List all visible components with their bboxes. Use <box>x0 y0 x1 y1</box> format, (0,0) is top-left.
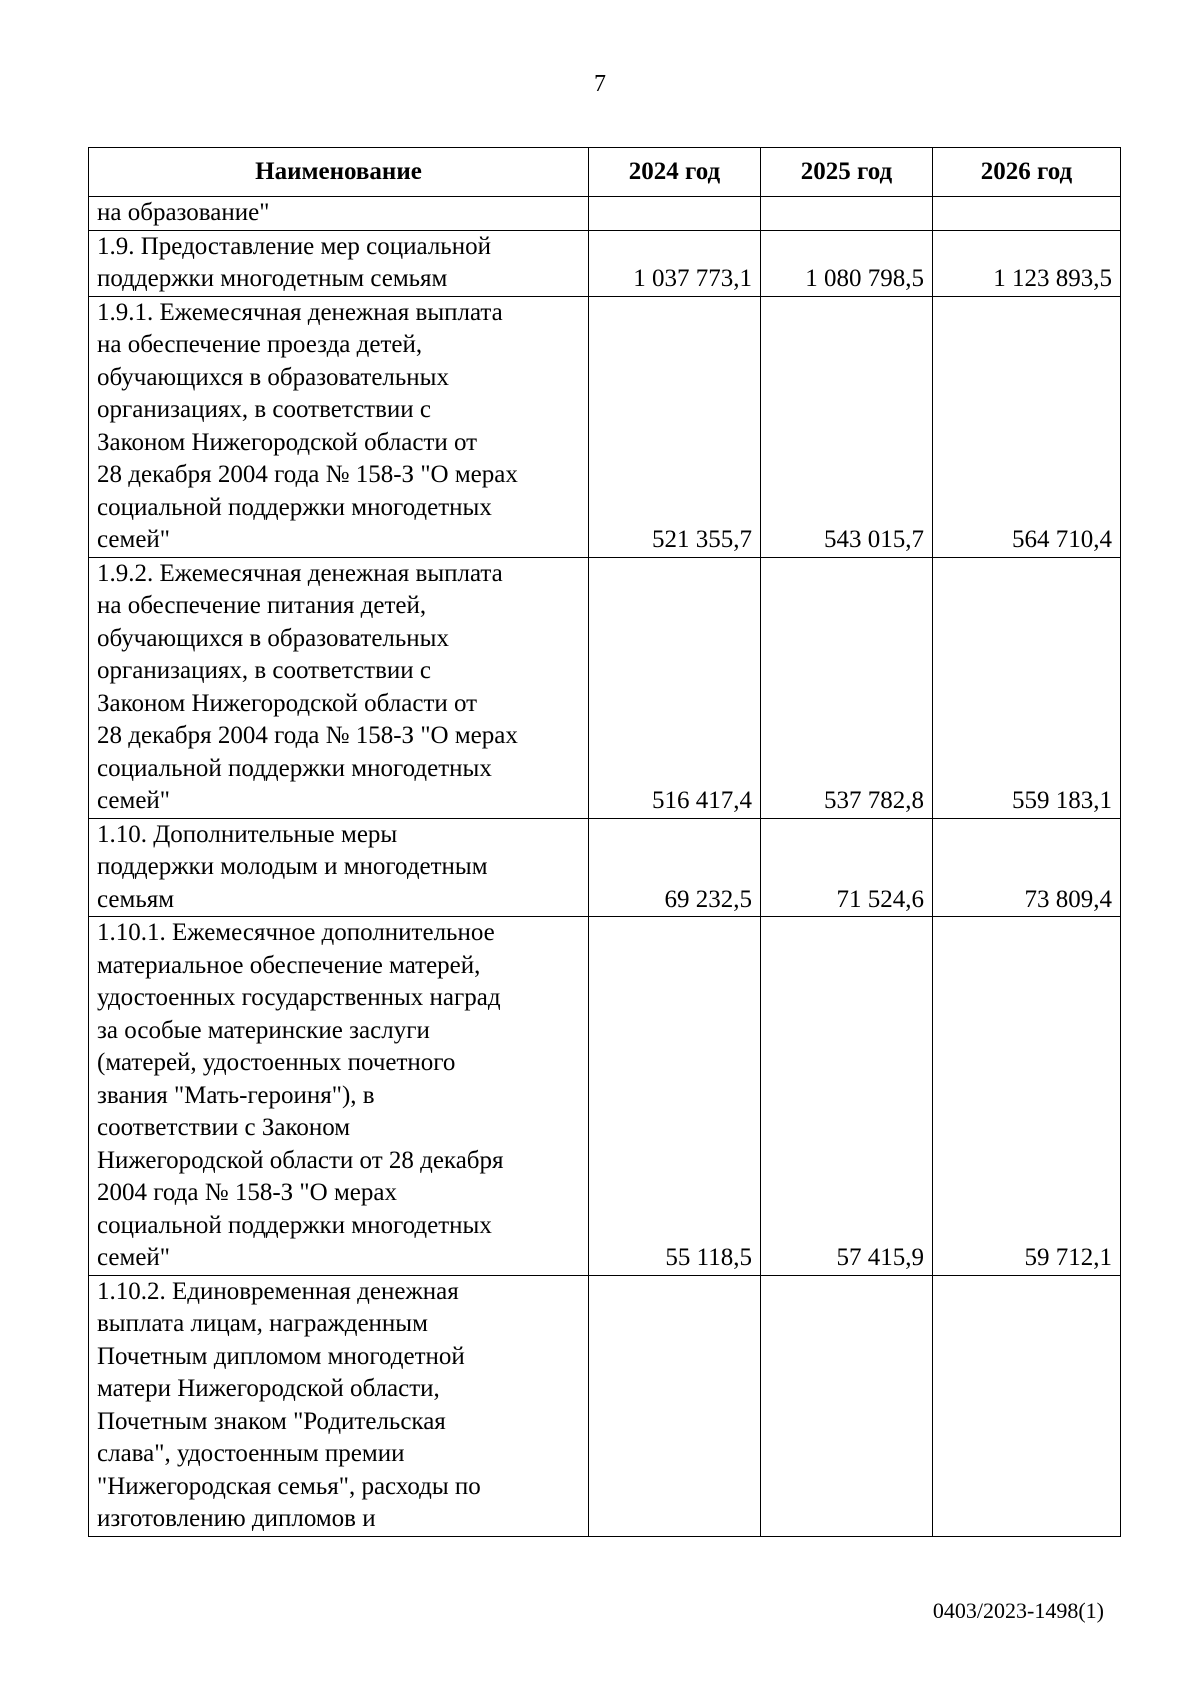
row-name-line: удостоенных государственных наград <box>97 984 501 1011</box>
row-name-cell <box>89 818 589 917</box>
row-name-line: "Нижегородская семья", расходы по <box>97 1472 481 1500</box>
row-name-cell <box>89 197 589 231</box>
row-name-cell <box>89 557 589 818</box>
value-2026: 559 183,1 <box>933 557 1121 818</box>
table-row <box>89 296 1121 557</box>
value-2025: 543 015,7 <box>761 296 933 557</box>
table-row <box>89 197 1121 231</box>
value-2024 <box>589 1275 761 1536</box>
value-2026 <box>933 197 1121 231</box>
row-name-line: на обеспечение проезда детей, <box>97 331 423 358</box>
value-2024: 1 037 773,1 <box>589 230 761 296</box>
row-name-cell <box>89 917 589 1276</box>
header-2025: 2025 год <box>761 148 933 197</box>
row-name-line: соответствии с Законом <box>97 1114 351 1141</box>
row-name-line: Почетным знаком "Родительская <box>97 1407 446 1435</box>
row-name-line: социальной поддержки многодетных <box>97 1211 492 1239</box>
row-name-line: 28 декабря 2004 года № 158-З "О мерах <box>97 722 518 749</box>
row-name-line: звания "Мать-героиня"), в <box>97 1081 375 1109</box>
row-name-line: на образование" <box>97 199 270 226</box>
value-2025: 537 782,8 <box>761 557 933 818</box>
budget-table <box>88 147 1121 1537</box>
row-name-cell <box>89 1275 589 1536</box>
row-name-line: 1.10.2. Единовременная денежная <box>97 1277 459 1305</box>
row-name-cell <box>89 230 589 296</box>
row-name-line: организациях, в соответствии с <box>97 396 431 423</box>
document-code: 0403/2023-1498(1) <box>932 1598 1104 1623</box>
row-name-line: семьям <box>97 885 175 913</box>
row-name-line: 1.10.1. Ежемесячное дополнительное <box>97 919 495 946</box>
row-name-line: на обеспечение питания детей, <box>97 592 427 619</box>
value-2025 <box>761 1275 933 1536</box>
row-name-line: семей" <box>97 526 170 553</box>
value-2024: 521 355,7 <box>589 296 761 557</box>
row-name-line: поддержки молодым и многодетным <box>97 853 488 880</box>
value-2026: 73 809,4 <box>933 818 1121 917</box>
table-row <box>89 557 1121 818</box>
value-2024: 55 118,5 <box>589 917 761 1276</box>
value-2026: 59 712,1 <box>933 917 1121 1276</box>
table-row <box>89 917 1121 1276</box>
row-name-line: 28 декабря 2004 года № 158-З "О мерах <box>97 461 518 488</box>
table-body <box>89 197 1121 1537</box>
row-name-line: Законом Нижегородской области от <box>97 428 478 456</box>
row-name-line: организациях, в соответствии с <box>97 657 431 684</box>
header-2024: 2024 год <box>589 148 761 197</box>
value-2024: 69 232,5 <box>589 818 761 917</box>
row-name-line: поддержки многодетным семьям <box>97 265 448 292</box>
row-name-line: обучающихся в образовательных <box>97 363 449 391</box>
row-name-line: материальное обеспечение матерей, <box>97 951 481 979</box>
header-name: Наименование <box>89 148 589 197</box>
row-name-line: 1.9. Предоставление мер социальной <box>97 232 491 260</box>
value-2025: 71 524,6 <box>761 818 933 917</box>
row-name-line: за особые материнские заслуги <box>97 1016 430 1044</box>
value-2025: 1 080 798,5 <box>761 230 933 296</box>
value-2025 <box>761 197 933 231</box>
row-name-line: Нижегородской области от 28 декабря <box>97 1146 504 1174</box>
row-name-line: обучающихся в образовательных <box>97 624 449 652</box>
row-name-line: Почетным дипломом многодетной <box>97 1342 465 1370</box>
row-name-line: Законом Нижегородской области от <box>97 689 478 717</box>
row-name-line: 1.9.2. Ежемесячная денежная выплата <box>97 559 503 587</box>
table-row <box>89 1275 1121 1536</box>
row-name-cell <box>89 296 589 557</box>
row-name-line: семей" <box>97 787 170 814</box>
row-name-line: 1.9.1. Ежемесячная денежная выплата <box>97 298 503 326</box>
row-name-line: 2004 года № 158-З "О мерах <box>97 1179 397 1206</box>
row-name-line: социальной поддержки многодетных <box>97 493 492 521</box>
value-2026 <box>933 1275 1121 1536</box>
row-name-line: семей" <box>97 1244 170 1271</box>
table-row <box>89 818 1121 917</box>
page-number: 7 <box>594 71 606 97</box>
table-header-row <box>89 148 1121 197</box>
row-name-line: 1.10. Дополнительные меры <box>97 820 398 848</box>
table-row <box>89 230 1121 296</box>
row-name-line: выплата лицам, награжденным <box>97 1310 428 1337</box>
row-name-line: социальной поддержки многодетных <box>97 754 492 782</box>
header-2026: 2026 год <box>933 148 1121 197</box>
value-2024: 516 417,4 <box>589 557 761 818</box>
value-2026: 1 123 893,5 <box>933 230 1121 296</box>
row-name-line: изготовлению дипломов и <box>97 1505 376 1532</box>
value-2025: 57 415,9 <box>761 917 933 1276</box>
value-2026: 564 710,4 <box>933 296 1121 557</box>
value-2024 <box>589 197 761 231</box>
row-name-line: (матерей, удостоенных почетного <box>97 1049 456 1076</box>
row-name-line: слава", удостоенным премии <box>97 1440 405 1467</box>
row-name-line: матери Нижегородской области, <box>97 1375 440 1402</box>
